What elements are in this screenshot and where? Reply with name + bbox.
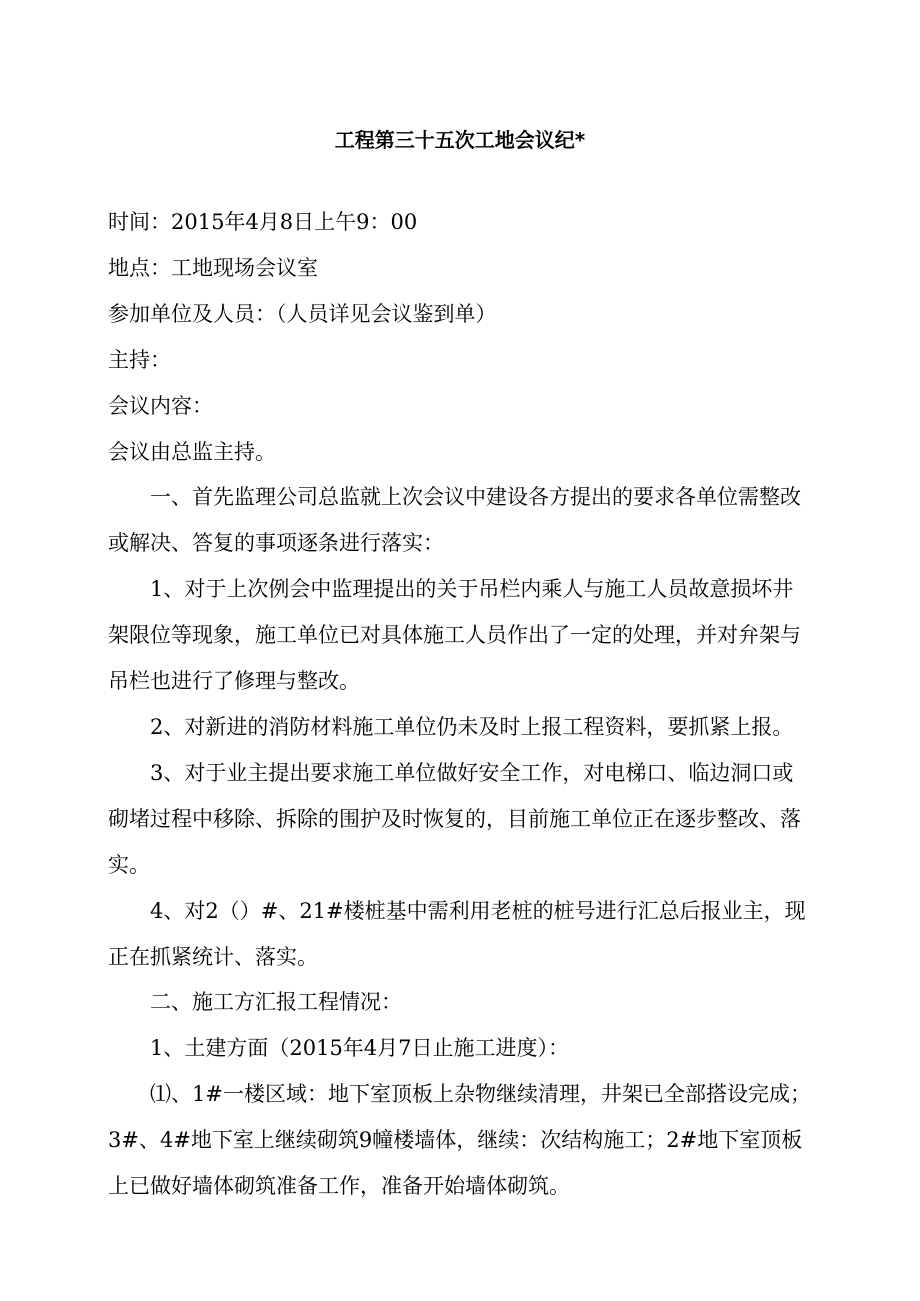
meeting-location: 地点：工地现场会议室 [108, 255, 318, 280]
meeting-attendees: 参加单位及人员：（人员详见会议鉴到单） [108, 301, 497, 326]
section-1-item-3: 3、对于业主提出要求施工单位做好安全工作，对电梯口、临边洞口或砌堵过程中移除、拆除的围护及时恢复的，目前施工单位正在逐步整改、落实。 [108, 760, 801, 877]
section-1-heading: 一、首先监理公司总监就上次会议中建设各方提出的要求各单位需整改或解决、答复的事项逐条进行落实： [108, 485, 801, 556]
section-1-item-2: 2、对新进的消防材料施工单位仍未及时上报工程资料，要抓紧上报。 [150, 714, 794, 739]
meeting-time: 时间：2015年4月8日上午9：00 [108, 210, 418, 234]
section-1-item-1: 1、对于上次例会中监理提出的关于吊栏内乘人与施工人员故意损坏井架限位等现象，施工单位已对具体施工人员作出了一定的处理，并对弁架与吊栏也进行了修理与整改。 [108, 577, 801, 694]
meeting-host: 主持： [108, 347, 171, 372]
meeting-content-label: 会议内容： [108, 393, 213, 418]
document-body [108, 200, 814, 1210]
document-title: 工程第三十五次工地会议纪* [334, 128, 586, 152]
meeting-chair-statement: 会议由总监主持。 [108, 439, 276, 464]
section-2-item-1: 1、土建方面（2015年4月7日止施工进度）： [150, 1036, 570, 1061]
section-1-item-4: 4、对2（）#、21#楼桩基中需利用老桩的桩号进行汇总后报业主，现正在抓紧统计、落实。 [108, 898, 806, 969]
section-2-heading: 二、施工方汇报工程情况： [150, 990, 402, 1015]
section-2-subitem-1: ⑴、1#一楼区域：地下室顶板上杂物继续清理，井架已全部搭设完成；3#、4#地下室上继续砌筑9幢楼墙体，继续：次结构施工；2#地下室顶板上已做好墙体砌筑准备工作，准备开始墙体砌筑。 [108, 1082, 811, 1199]
